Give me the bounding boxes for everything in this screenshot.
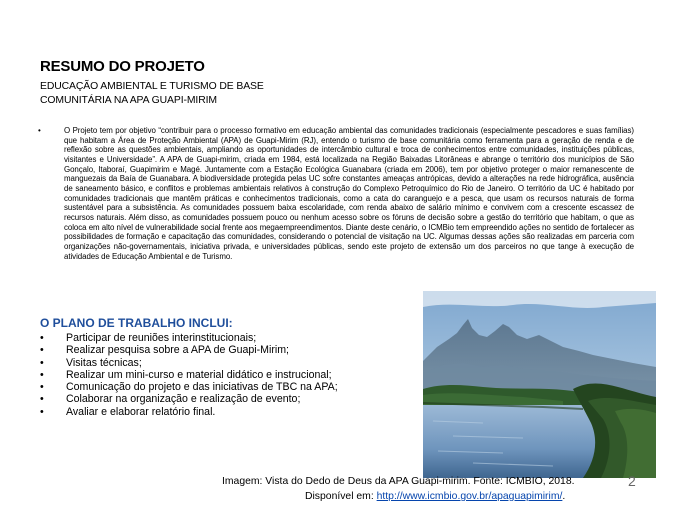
bullet-icon: • bbox=[40, 344, 44, 357]
list-item-label: Comunicação do projeto e das iniciativas de TBC na APA; bbox=[66, 381, 338, 394]
plan-list bbox=[40, 332, 400, 418]
bullet-icon: • bbox=[40, 393, 44, 406]
list-item bbox=[40, 332, 400, 344]
list-item-label: Colaborar na organização e realização de evento; bbox=[66, 393, 301, 406]
bullet-icon: • bbox=[40, 368, 44, 381]
page-title: RESUMO DO PROJETO bbox=[40, 58, 205, 75]
list-item bbox=[40, 381, 400, 393]
mountain-river-image bbox=[423, 291, 656, 478]
bullet-icon: • bbox=[40, 405, 44, 418]
list-item-label: Avaliar e elaborar relatório final. bbox=[66, 405, 216, 418]
list-item-label: Participar de reuniões interinstitucionais; bbox=[66, 332, 257, 344]
summary-text: O Projeto tem por objetivo “contribuir para o processo formativo em educação ambiental das comunidades tradicionais (especialmente pescadores e suas famílias) que habitam a Área de Proteção Ambiental (APA) de Guapi-Mirim (RJ), entendo o turismo de base comunitária como ferramenta para a geração de renda e de reflexão sobre as questões ambientais, ampliando as oportunidades de intercâmbio cultural e troca de conhecimentos entre comunidades, instituições públicas, visitantes e Universidade”. A APA de Guapi-mirim, criada em 1984, está localizada na Região Baixadas Litorâneas e abrange o território dos municípios de São Gonçalo, Itaboraí, Guapimirim e Magé. Juntamente com a Estação Ecológica Guanabara (criada em 2006), tem por objetivo proteger o maior remanescente de manguezais da Baía de Guanabara. A biodiversidade protegida pelas UC sofre constantes ameaças antrópicas, devido a alterações na rede hidrográfica, ausência de saneamento básico, e conflitos e problemas ambientais relativos à construção do Complexo Petroquímico do Rio de Janeiro. O território da UC é habitado por comunidades tradicionais que mantêm práticas e conhecimentos tradicionais, como a cata do caranguejo e a pesca, que usam os recursos naturais de forma sustentável para a subsistência. As comunidades possuem baixa escolaridade, com renda abaixo de salário mínimo e convivem com a crescente escassez de recursos naturais. Além disso, as comunidades possuem pouco ou nenhum acesso sobre os fóruns de decisão sobre a gestão do território que habitam, o que as coloca em alto nível de vulnerabilidade social frente aos megaempreendimentos. Diante deste cenário, o ICMBio tem empreendido ações no sentido de fortalecer as possibilidades de formação e capacitação das comunidades, considerando o potencial de visitação na UC. Algumas dessas ações são realizadas em parceria com organizações não-governamentais, iniciativa privada, e universidades públicas, sendo este projeto de extensão um dos parceiros no que tange à execução de atividades de Educação Ambiental e de Turismo. bbox=[64, 126, 634, 261]
list-item bbox=[40, 406, 400, 418]
image-source bbox=[305, 491, 565, 502]
list-item-label: Realizar pesquisa sobre a APA de Guapi-Mirim; bbox=[66, 344, 289, 357]
bullet-icon: • bbox=[38, 126, 41, 135]
list-item-label: Realizar um mini-curso e material didático e instrucional; bbox=[66, 368, 332, 381]
page-subtitle bbox=[40, 80, 380, 108]
subtitle-line-2: COMUNITÁRIA NA APA GUAPI-MIRIM bbox=[40, 95, 217, 106]
list-item bbox=[40, 357, 400, 369]
list-item bbox=[40, 369, 400, 381]
list-item-label: Visitas técnicas; bbox=[66, 356, 142, 369]
source-suffix: . bbox=[562, 491, 566, 502]
bullet-icon: • bbox=[40, 356, 44, 369]
bullet-icon: • bbox=[40, 381, 44, 394]
list-item bbox=[40, 393, 400, 405]
plan-heading: O PLANO DE TRABALHO INCLUI: bbox=[40, 316, 233, 330]
summary-block bbox=[40, 126, 634, 261]
page-number: 2 bbox=[628, 473, 636, 489]
subtitle-line-1: EDUCAÇÃO AMBIENTAL E TURISMO DE BASE bbox=[40, 81, 264, 92]
list-item bbox=[40, 344, 400, 356]
source-prefix: Disponível em: bbox=[305, 491, 377, 502]
image-caption: Imagem: Vista do Dedo de Deus da APA Guapi-mirim. Fonte: ICMBIO, 2018. bbox=[222, 476, 575, 487]
landscape-photo bbox=[423, 291, 656, 478]
bullet-icon: • bbox=[40, 332, 44, 344]
source-link[interactable]: http://www.icmbio.gov.br/apaguapimirim/ bbox=[376, 491, 563, 502]
